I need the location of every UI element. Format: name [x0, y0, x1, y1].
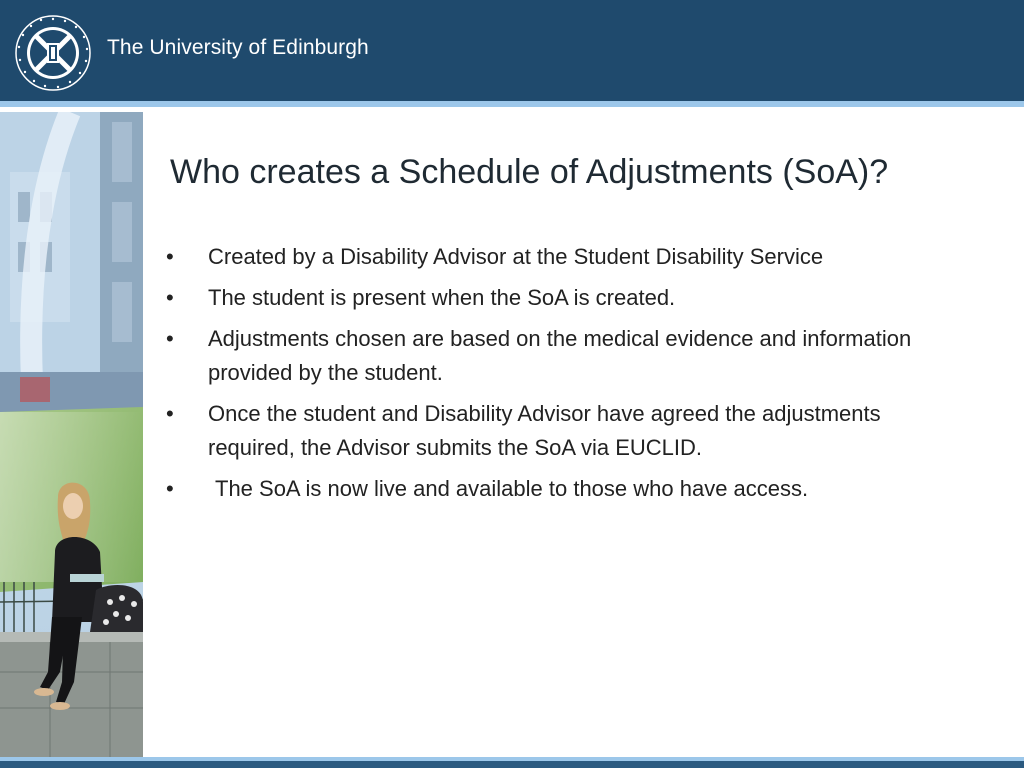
bullet-icon: • — [166, 244, 174, 269]
bullet-text: Adjustments chosen are based on the medical evidence and information provided by the student. — [208, 326, 912, 385]
slide-title: Who creates a Schedule of Adjustments (SoA)? — [170, 153, 889, 191]
student-sitting-on-wall-photo — [0, 112, 143, 758]
footer-band — [0, 761, 1024, 768]
university-crest-icon — [14, 14, 92, 92]
header-stripe — [0, 101, 1024, 107]
bullet-text: Once the student and Disability Advisor have agreed the adjustments required, the Advisor submits the SoA via EUCLID. — [208, 401, 881, 460]
bullet-icon: • — [166, 476, 174, 501]
header-band — [0, 0, 1024, 101]
bullet-text: The student is present when the SoA is created. — [208, 285, 676, 310]
list-item — [166, 240, 966, 274]
list-item — [166, 472, 966, 506]
bullet-icon: • — [166, 401, 174, 426]
list-item — [166, 322, 966, 390]
bullet-text: The SoA is now live and available to those who have access. — [215, 476, 809, 501]
bullet-text: Created by a Disability Advisor at the Student Disability Service — [208, 244, 824, 269]
university-name: The University of Edinburgh — [107, 36, 369, 59]
bullet-list — [166, 240, 966, 513]
bullet-icon: • — [166, 285, 174, 310]
bullet-icon: • — [166, 326, 174, 351]
list-item — [166, 397, 966, 465]
list-item — [166, 281, 966, 315]
footer-stripe — [0, 757, 1024, 768]
